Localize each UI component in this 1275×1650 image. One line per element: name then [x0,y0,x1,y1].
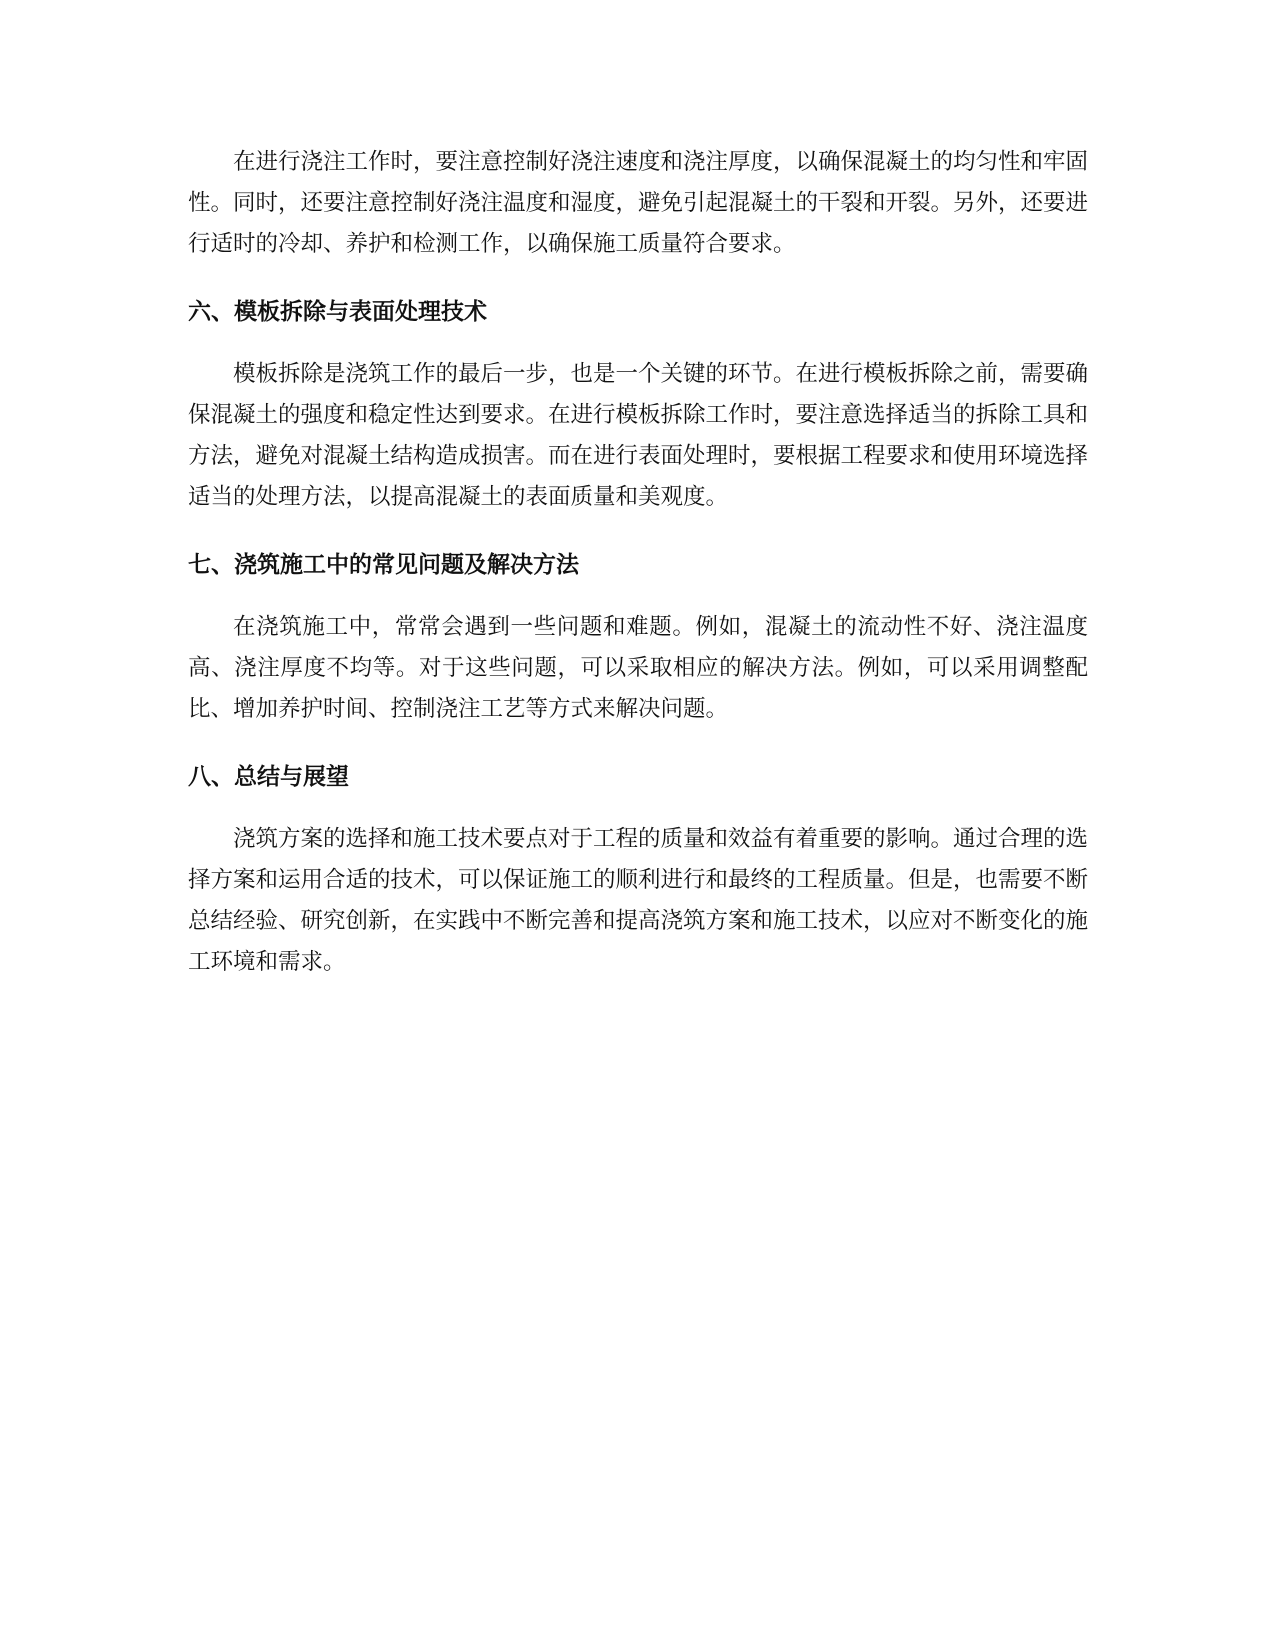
paragraph-pouring-control: 在进行浇注工作时，要注意控制好浇注速度和浇注厚度，以确保混凝土的均匀性和牢固性。同时，还要注意控制好浇注温度和湿度，避免引起混凝土的干裂和开裂。另外，还要进行适时的冷却、养护和检测工作，以确保施工质量符合要求。 [188,149,1089,257]
heading-common-problems: 七、浇筑施工中的常见问题及解决方法 [188,552,579,578]
paragraph-common-problems: 在浇筑施工中，常常会遇到一些问题和难题。例如，混凝土的流动性不好、浇注温度高、浇注厚度不均等。对于这些问题，可以采取相应的解决方法。例如，可以采用调整配比、增加养护时间、控制浇注工艺等方式来解决问题。 [188,614,1088,722]
document-body [188,142,1088,983]
heading-formwork-removal: 六、模板拆除与表面处理技术 [188,299,487,325]
paragraph-formwork-removal: 模板拆除是浇筑工作的最后一步，也是一个关键的环节。在进行模板拆除之前，需要确保混凝土的强度和稳定性达到要求。在进行模板拆除工作时，要注意选择适当的拆除工具和方法，避免对混凝土结构造成损害。而在进行表面处理时，要根据工程要求和使用环境选择适当的处理方法，以提高混凝土的表面质量和美观度。 [188,361,1089,510]
heading-summary-outlook: 八、总结与展望 [188,764,349,790]
paragraph-summary-outlook: 浇筑方案的选择和施工技术要点对于工程的质量和效益有着重要的影响。通过合理的选择方案和运用合适的技术，可以保证施工的顺利进行和最终的工程质量。但是，也需要不断总结经验、研究创新，在实践中不断完善和提高浇筑方案和施工技术，以应对不断变化的施工环境和需求。 [188,826,1089,975]
